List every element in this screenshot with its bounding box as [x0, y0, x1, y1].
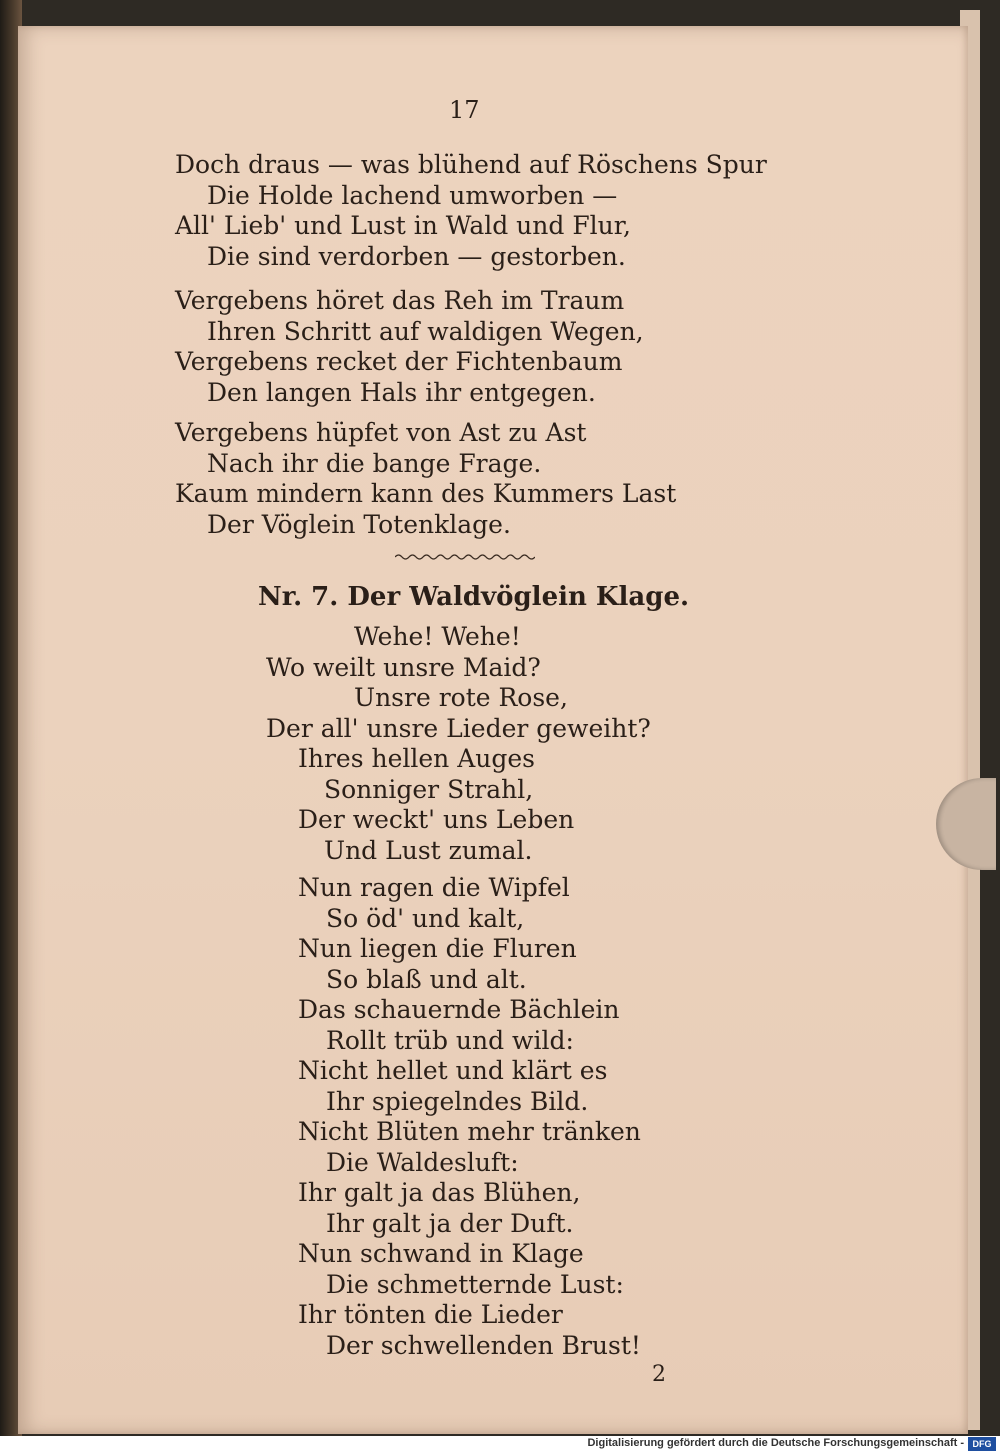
verse-line: Ihr galt ja das Blühen,	[298, 1178, 581, 1207]
verse-line: Der schwellenden Brust!	[326, 1330, 641, 1360]
verse-line: Sonniger Strahl,	[324, 774, 534, 804]
poem-stanza-2	[298, 873, 641, 1361]
poem-heading: Nr. 7. Der Waldvöglein Klage.	[258, 582, 690, 612]
verse-line: Doch draus — was blühend auf Röschens Spur	[175, 150, 767, 179]
verse-line: Die sind verdorben — gestorben.	[207, 241, 626, 271]
verse-line: Ihres hellen Auges	[298, 744, 536, 773]
verse-line: Nach ihr die bange Frage.	[207, 448, 542, 478]
verse-line: Wo weilt unsre Maid?	[266, 652, 541, 682]
verse-line: Ihren Schritt auf waldigen Wegen,	[207, 316, 644, 346]
page-number: 17	[449, 96, 480, 124]
verse-line: Die Waldesluft:	[326, 1147, 519, 1177]
verse-line: Das schauernde Bächlein	[298, 995, 620, 1024]
verse-line: Nun liegen die Fluren	[298, 934, 577, 963]
verse-line: Vergebens höret das Reh im Traum	[175, 286, 625, 315]
verse-line: All' Lieb' und Lust in Wald und Flur,	[175, 211, 631, 240]
verse-line: So öd' und kalt,	[326, 903, 525, 933]
digitization-footer	[0, 1436, 1000, 1453]
verse-line: Rollt trüb und wild:	[326, 1025, 574, 1055]
verse-line: Nun schwand in Klage	[298, 1239, 584, 1268]
verse-line: Der weckt' uns Leben	[298, 805, 575, 834]
dfg-logo: DFG	[968, 1437, 996, 1451]
stanza-2	[175, 286, 644, 408]
wavy-divider	[395, 552, 535, 562]
verse-line: Die schmetternde Lust:	[326, 1269, 624, 1299]
verse-line: Vergebens recket der Fichtenbaum	[175, 347, 623, 376]
verse-line: Den langen Hals ihr entgegen.	[207, 377, 596, 407]
footer-credit: Digitalisierung gefördert durch die Deutsche Forschungsgemeinschaft -	[587, 1437, 964, 1449]
verse-line: Die Holde lachend umworben —	[207, 180, 618, 210]
verse-line: Unsre rote Rose,	[354, 683, 568, 712]
verse-line: Wehe! Wehe!	[354, 622, 521, 651]
verse-line: Vergebens hüpfet von Ast zu Ast	[175, 418, 587, 447]
poem-stanza-1	[266, 622, 651, 866]
verse-line: Nicht Blüten mehr tränken	[298, 1117, 641, 1146]
verse-line: Und Lust zumal.	[324, 835, 533, 865]
verse-line: Ihr tönten die Lieder	[298, 1300, 563, 1329]
signature-mark: 2	[652, 1362, 666, 1387]
verse-line: Nun ragen die Wipfel	[298, 873, 570, 902]
verse-line: So blaß und alt.	[326, 964, 527, 994]
verse-line: Der Vöglein Totenklage.	[207, 509, 511, 539]
stanza-1	[175, 150, 767, 272]
stanza-3	[175, 418, 676, 540]
verse-line: Der all' unsre Lieder geweiht?	[266, 713, 651, 743]
verse-line: Ihr galt ja der Duft.	[326, 1208, 574, 1238]
verse-line: Ihr spiegelndes Bild.	[326, 1086, 589, 1116]
verse-line: Kaum mindern kann des Kummers Last	[175, 479, 677, 508]
verse-line: Nicht hellet und klärt es	[298, 1056, 608, 1085]
